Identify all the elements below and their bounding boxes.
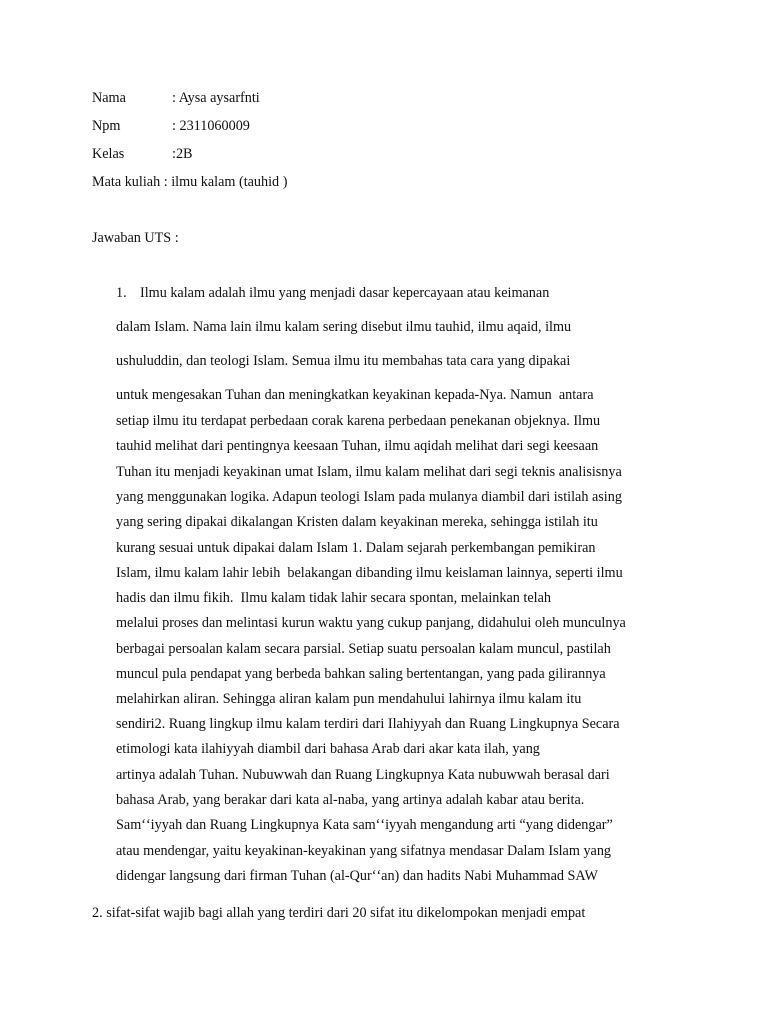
answer1-line: etimologi kata ilahiyyah diambil dari bahasa Arab dari akar kata ilah, yang: [116, 741, 540, 757]
answer1-number: 1.: [116, 285, 127, 301]
answer1-line: berbagai persoalan kalam secara parsial. Setiap suatu persoalan kalam muncul, pastilah: [116, 641, 611, 657]
answer1-line: untuk mengesakan Tuhan dan meningkatkan keyakinan kepada-Nya. Namun antara: [116, 387, 594, 403]
answer1-line: ushuluddin, dan teologi Islam. Semua ilmu itu membahas tata cara yang dipakai: [116, 353, 571, 369]
answer1-line: kurang sesuai untuk dipakai dalam Islam 1. Dalam sejarah perkembangan pemikiran: [116, 540, 596, 556]
answer1-line: sendiri2. Ruang lingkup ilmu kalam terdiri dari Ilahiyyah dan Ruang Lingkupnya Secara: [116, 716, 620, 732]
answer1-line: Islam, ilmu kalam lahir lebih belakangan dibanding ilmu keislaman lainnya, seperti ilmu: [116, 565, 623, 581]
name-label: Nama: [92, 90, 126, 106]
answer1-line: hadis dan ilmu fikih. Ilmu kalam tidak lahir secara spontan, melainkan telah: [116, 590, 551, 606]
answer1-line: artinya adalah Tuhan. Nubuwwah dan Ruang Lingkupnya Kata nubuwwah berasal dari: [116, 767, 610, 783]
answer1-line: dalam Islam. Nama lain ilmu kalam sering disebut ilmu tauhid, ilmu aqaid, ilmu: [116, 319, 572, 335]
answer1-line: bahasa Arab, yang berakar dari kata al-naba, yang artinya adalah kabar atau berita.: [116, 792, 585, 808]
answer2-line: 2. sifat-sifat wajib bagi allah yang terdiri dari 20 sifat itu dikelompokan menjadi empat: [92, 905, 586, 921]
answer1-line: yang menggunakan logika. Adapun teologi Islam pada mulanya diambil dari istilah asing: [116, 489, 622, 505]
answer1-line: Samʻʻiyyah dan Ruang Lingkupnya Kata samʻʻiyyah mengandung arti “yang didengar”: [116, 817, 613, 833]
class-label: Kelas: [92, 146, 125, 162]
class-value: :2B: [172, 146, 193, 162]
course-line: Mata kuliah : ilmu kalam (tauhid ): [92, 174, 288, 190]
npm-value: : 2311060009: [172, 118, 250, 134]
answer1-line: tauhid melihat dari pentingnya keesaan Tuhan, ilmu aqidah melihat dari segi keesaan: [116, 438, 599, 454]
answer1-line: yang sering dipakai dikalangan Kristen dalam keyakinan mereka, sehingga istilah itu: [116, 514, 598, 530]
answer1-line: melahirkan aliran. Sehingga aliran kalam pun mendahului lahirnya ilmu kalam itu: [116, 691, 582, 707]
answer1-line: Tuhan itu menjadi keyakinan umat Islam, ilmu kalam melihat dari segi teknis analisisnya: [116, 464, 622, 480]
answer1-line: didengar langsung dari firman Tuhan (al-Qurʻʻan) dan hadits Nabi Muhammad SAW: [116, 868, 598, 884]
answer1-line: Ilmu kalam adalah ilmu yang menjadi dasar kepercayaan atau keimanan: [140, 285, 550, 301]
npm-label: Npm: [92, 118, 121, 134]
name-value: : Aysa aysarfnti: [172, 90, 260, 106]
answer1-line: melalui proses dan melintasi kurun waktu yang cukup panjang, didahului oleh munculnya: [116, 615, 626, 631]
answer1-line: muncul pula pendapat yang berbeda bahkan saling bertentangan, yang pada gilirannya: [116, 666, 606, 682]
answer1-line: setiap ilmu itu terdapat perbedaan corak karena perbedaan penekanan objeknya. Ilmu: [116, 413, 601, 429]
answer1-line: atau mendengar, yaitu keyakinan-keyakinan yang sifatnya mendasar Dalam Islam yang: [116, 843, 612, 859]
answer-heading: Jawaban UTS :: [92, 230, 179, 246]
